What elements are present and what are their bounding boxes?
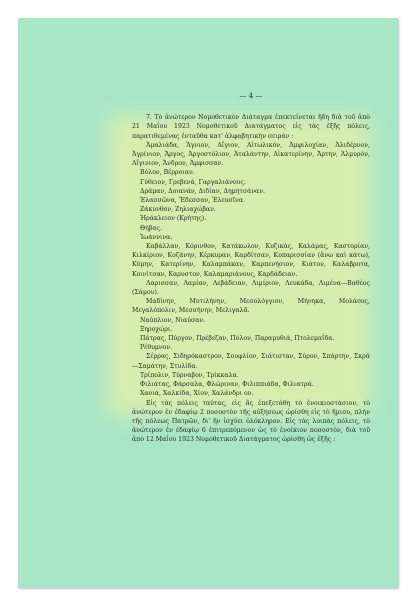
- city-group-l: Λαρισσαν, Λαμίαν, Λεβάδειαν, Λιμίριον, Λευκάδα, Λιμένα—Βαθέος (Σάμου).: [132, 279, 370, 297]
- city-group-g: Γύθειον, Γρεβενά, Γαργαλιάνους.: [140, 178, 246, 186]
- city-group-f: Φιλιάτας, Φάρσαλα, Φλώριναν, Φιλιππιάδα, Φιλιατρά.: [140, 381, 314, 389]
- city-group-r: Ρέθυμνον.: [140, 344, 173, 352]
- city-group-z: Ζάκυνθον, Ζηλιαχώβαν.: [140, 206, 216, 214]
- city-group-k: Καβάλλαν, Κόρινθον, Κατάκωλον, Κυζικὰς, Καλάμας, Καστορίαν, Κιλκίριον, Κοζάνην, Κέρκυραν, Καρδίτσαν, Κυπαρισσίαν (ἄνω καὶ κάτω), Κύμην, Κατερίνην, Καλαμπάκαν, Καρπενήσιον, Κιάτον, Καλάβρυτα, Κοινίτσαν, Καρυστον, Καλαμαριάνους, Καρδάδειαν.: [132, 243, 370, 278]
- closing-paragraph: Εἰς τὰς πόλεις ταύτας, εἰς ἃς ἐπεξετάθη τὸ ἐνοικιοστάσιον, τὸ ἀνώτερον ἐν ἐδαφίῳ 2 ποσοστὸν τῆς αὐξήσεως ὡρίσθη εἰς τὸ ἥμισυ, πλὴν τῆς πόλεως Πατρῶν, δι' ἣν ἰσχύει ὁλόκληρον. Εἰς τὰς λοιπὰς πόλεις, τὸ ἀνώτερον ἐν ἐδαφίῳ 6 ἐπιτρεπόμενον ὡς τὸ ἐνοίκιον ποσοστὸν, διὰ τοῦ ἀπὸ 12 Μαΐου 1923 Νομοθετικοῦ Διατάγματος ὡρίσθη ὡς ἑξῆς :: [132, 399, 370, 444]
- city-group-th: Θήβας.: [140, 224, 162, 232]
- city-group-ch: Χανιά, Χαλκίδα, Χίον, Χαλάνδρι ον.: [140, 390, 254, 398]
- city-list-2: [132, 316, 370, 353]
- city-group-p: Πάτρας, Πύργον, Πρέβεζαν, Πόλον, Παραμυθιά, Πτολεμαΐδα.: [140, 335, 335, 343]
- page-content: [132, 92, 370, 445]
- city-group-io: Ἰωάννινα.: [140, 233, 173, 241]
- city-group-d: Δράμαν, Δοιανάν, Διδίαν, Δημητσάναν.: [140, 187, 265, 195]
- city-list: [132, 168, 370, 242]
- city-group-t: Τρίπολιν, Τύρναβον, Τρίκκαλα.: [140, 371, 239, 379]
- city-group-x: Ξηροχώρι.: [140, 325, 173, 333]
- document-page: [18, 18, 398, 588]
- intro-paragraph: 7. Τὸ ἀνώτερον Νομοθετικὸν Διάταγμα ἐπεκτείνεται ἤδη διὰ τοῦ ἀπὸ 21 Μαΐου 1923 Νομοθετικοῦ Διατάγματος εἰς τὰς ἑξῆς πόλεις, παρατιθεμένας ἐνταῦθα κατ' ἀλφαβητικὴν σειράν :: [132, 114, 370, 140]
- city-group-b: Βόλον, Βέρροιαν.: [140, 169, 195, 177]
- city-group-n: Ναύπλιον, Νιαύσαν.: [140, 316, 206, 324]
- city-group-m: Μαδίνην, Μυτιλήνην, Μεσολόγγιον, Μήνηκα, Μολάους, Μεγαλόπολιν, Μεσσήνην, Μελιγαλᾶ.: [132, 298, 370, 315]
- city-group-e: Ἐλασσῶνα, Ἔδεσσαν, Ἐλευσῖνα.: [140, 197, 245, 205]
- city-group-a: Ἀμαλιάδα, Ἄγνιον, Αἴγιον, Αἰτωλικόν, Ἀμφιλοχίαν, Ἀλιδέρνον, Ἀγρίνιον, Ἄργος, Ἀργοστόλιον, Ἀταλάντην, Αἰκατερίνην, Ἄρτην, Ἁλμυρόν, Αἴγινιον, Ἄνδρον, Ἀμφισσαν.: [132, 141, 370, 168]
- city-group-s: Σέρρας, Σιδηρόκαστρον, Σουφλίον, Σιάτισταν, Σύρον, Σπάρτην, Σκρά—Σαμάτην, Στυλίδα.: [132, 353, 370, 370]
- page-number: — 4 —: [239, 92, 263, 100]
- city-group-i: Ἡράκλειον (Κρήτης).: [140, 215, 207, 223]
- city-list-3: [132, 371, 370, 399]
